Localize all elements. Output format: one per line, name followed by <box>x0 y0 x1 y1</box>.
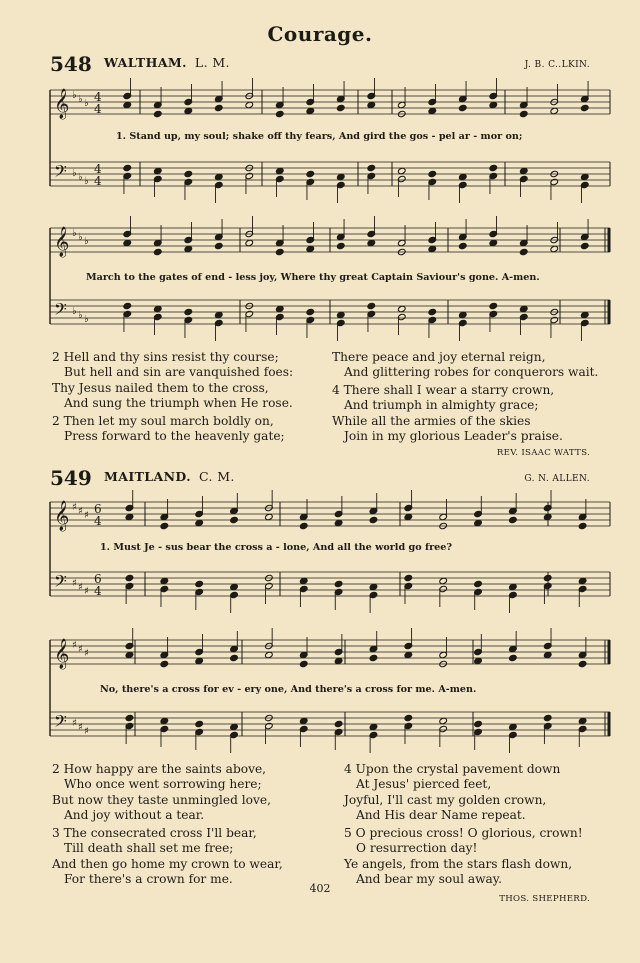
svg-text:𝄢: 𝄢 <box>54 161 67 185</box>
svg-text:♯: ♯ <box>72 718 77 729</box>
svg-text:𝄢: 𝄢 <box>54 711 67 735</box>
svg-text:4: 4 <box>94 514 102 528</box>
hymn-number-548: 548 <box>50 52 92 76</box>
lyric-549-line-2: No, there's a cross for ev - ery one, And there's a cross for me. A-men. <box>100 684 477 695</box>
svg-text:4: 4 <box>94 102 102 116</box>
svg-text:𝄢: 𝄢 <box>54 571 67 595</box>
svg-text:♯: ♯ <box>84 726 89 737</box>
composer-549: G. N. ALLEN. <box>524 474 590 484</box>
tune-title: MAITLAND. <box>104 469 191 484</box>
tune-title: WALTHAM. <box>104 55 187 70</box>
author-548: REV. ISAAC WATTS. <box>496 448 590 458</box>
svg-text:♯: ♯ <box>78 582 83 593</box>
svg-text:♯: ♯ <box>72 578 77 589</box>
svg-text:♯: ♯ <box>72 640 77 651</box>
svg-text:♯: ♯ <box>84 648 89 659</box>
svg-text:6: 6 <box>94 572 102 586</box>
svg-text:♭: ♭ <box>72 306 77 317</box>
verse-548-2: 2 Hell and thy sins resist thy course; But hell and sin are vanquished foes: Thy Jesus nailed them to the cross, And sung the triumph when He rose. <box>52 350 294 411</box>
svg-text:♭: ♭ <box>72 90 77 101</box>
lyric-548-line-2: March to the gates of end - less joy, Where thy great Captain Saviour's gone. A-men. <box>86 272 540 283</box>
svg-text:♯: ♯ <box>78 722 83 733</box>
svg-text:♭: ♭ <box>84 98 89 109</box>
svg-text:♭: ♭ <box>78 232 83 243</box>
svg-text:♭: ♭ <box>78 310 83 321</box>
svg-text:♭: ♭ <box>72 168 77 179</box>
svg-text:♭: ♭ <box>72 228 77 239</box>
hymn-number-549: 549 <box>50 466 92 490</box>
verse-549-4: 4 Upon the crystal pavement down At Jesus' pierced feet, Joyful, I'll cast my golden crown, And His dear Name repeat. <box>344 762 561 823</box>
svg-text:4: 4 <box>94 162 102 176</box>
svg-text:♯: ♯ <box>84 586 89 597</box>
svg-text:♯: ♯ <box>72 502 77 513</box>
svg-text:♯: ♯ <box>78 644 83 655</box>
svg-text:4: 4 <box>94 584 102 598</box>
svg-text:𝄞: 𝄞 <box>54 89 70 119</box>
svg-text:4: 4 <box>94 90 102 104</box>
composer-548: J. B. C..LKIN. <box>524 60 590 70</box>
svg-text:♭: ♭ <box>78 94 83 105</box>
verse-549-2: 2 How happy are the saints above, Who once went sorrowing here; But now they taste unmingled love, And joy without a tear. <box>52 762 271 823</box>
tune-meter: L. M. <box>194 55 230 70</box>
svg-text:♭: ♭ <box>84 314 89 325</box>
section-title: Courage. <box>267 22 373 46</box>
author-549: THOS. SHEPHERD. <box>499 894 590 904</box>
verse-548-3-cont: There peace and joy eternal reign, And glittering robes for conquerors wait. <box>332 350 599 380</box>
svg-text:♯: ♯ <box>84 510 89 521</box>
lyric-549-line-1: 1. Must Je - sus bear the cross a - lone, And all the world go free? <box>100 542 452 553</box>
svg-text:4: 4 <box>94 174 102 188</box>
lyric-548-line-1: 1. Stand up, my soul; shake off thy fears, And gird the gos - pel ar - mor on; <box>116 131 523 142</box>
verse-549-3: 3 The consecrated cross I'll bear, Till death shall set me free; And then go home my crown to wear, For there's a crown for me. <box>52 826 283 887</box>
verse-548-4: 4 There shall I wear a starry crown, And triumph in almighty grace; While all the armies of the skies Join in my glorious Leader's praise. <box>332 383 563 444</box>
verse-549-5: 5 O precious cross! O glorious, crown! O resurrection day! Ye angels, from the stars flash down, And bear my soul away. <box>344 826 583 887</box>
svg-text:𝄢: 𝄢 <box>54 299 67 323</box>
svg-text:𝄞: 𝄞 <box>54 639 70 669</box>
svg-text:♭: ♭ <box>84 176 89 187</box>
svg-text:𝄞: 𝄞 <box>54 501 70 531</box>
verse-548-3: 2 Then let my soul march boldly on, Press forward to the heavenly gate; <box>52 414 285 444</box>
svg-text:♭: ♭ <box>84 236 89 247</box>
svg-text:𝄞: 𝄞 <box>54 227 70 257</box>
svg-text:♯: ♯ <box>78 506 83 517</box>
svg-text:6: 6 <box>94 502 102 516</box>
page-number: 402 <box>309 882 331 895</box>
svg-text:♭: ♭ <box>78 172 83 183</box>
tune-meter: C. M. <box>198 469 235 484</box>
